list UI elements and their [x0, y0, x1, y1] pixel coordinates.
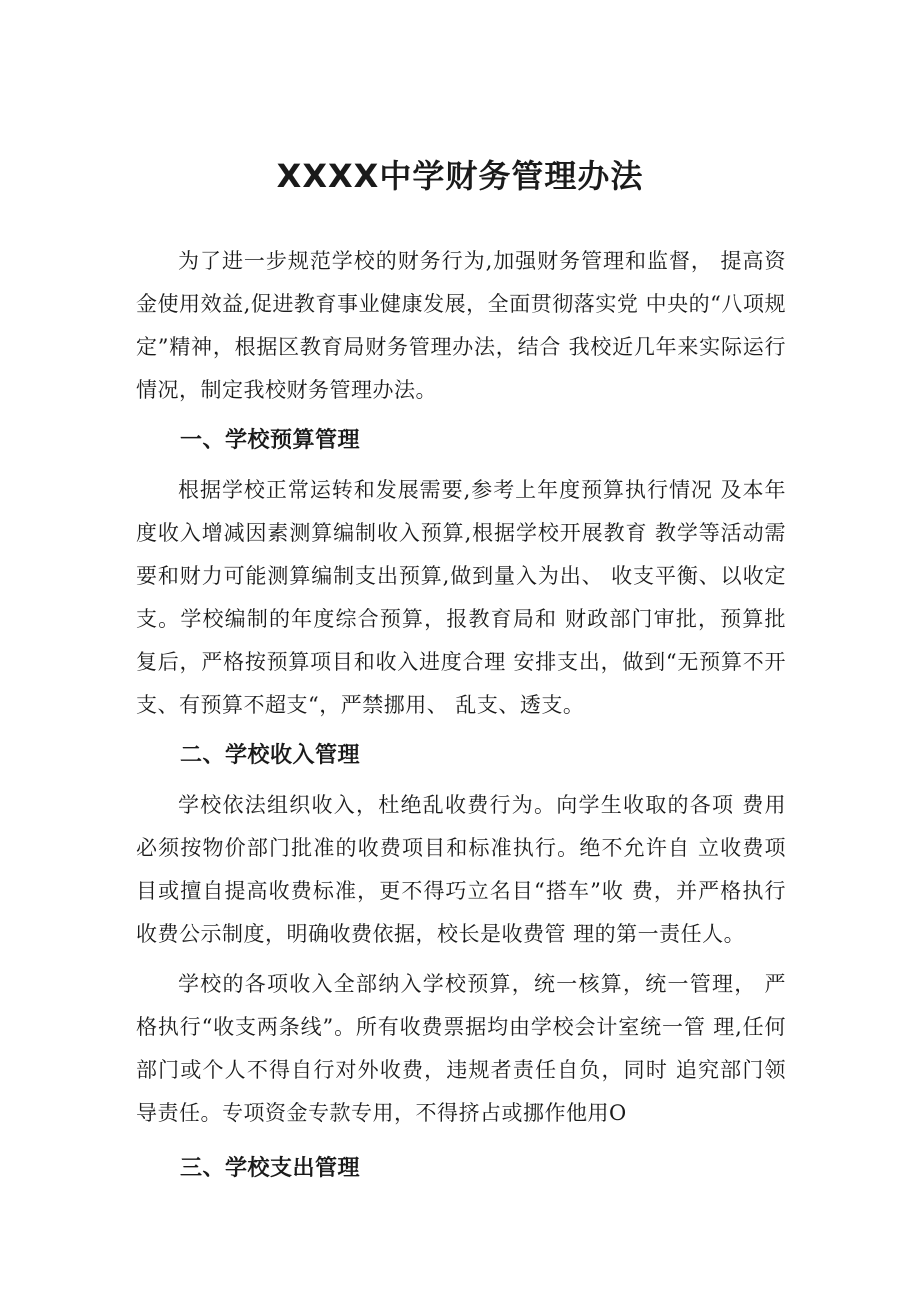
document-body: [136, 240, 786, 1190]
section-heading-budget: 一、学校预算管理: [180, 428, 361, 453]
intro-paragraph: 为了进一步规范学校的财务行为,加强财务管理和监督， 提高资金使用效益,促进教育事业健康发展，全面贯彻落实党 中央的“八项规定”精神，根据区教育局财务管理办法，结合 我校近几年来实际运行情况，制定我校财务管理办法。: [136, 249, 786, 402]
section-heading-expense: 三、学校支出管理: [180, 1156, 361, 1181]
budget-paragraph: 根据学校正常运转和发展需要,参考上年度预算执行情况 及本年度收入增减因素测算编制收入预算,根据学校开展教育 教学等活动需要和财力可能测算编制支出预算,做到量入为出、 收支平衡、以收定支。学校编制的年度综合预算，报教育局和 财政部门审批，预算批复后，严格按预算项目和收入进度合理 安排支出，做到“无预算不开支、有预算不超支“，严禁挪用、 乱支、透支。: [136, 478, 786, 717]
income-paragraph-1: 学校依法组织收入，杜绝乱收费行为。向学生收取的各项 费用必须按物价部门批准的收费项目和标准执行。绝不允许自 立收费项目或擅自提高收费标准，更不得巧立名目“搭车”收 费，并严格执行收费公示制度，明确收费依据，校长是收费管 理的第一责任人。: [136, 793, 786, 946]
section-heading-income: 二、学校收入管理: [180, 743, 361, 768]
income-paragraph-2: 学校的各项收入全部纳入学校预算，统一核算，统一管理， 严格执行“收支两条线”。所有收费票据均由学校会计室统一管 理,任何部门或个人不得自行对外收费，违规者责任自负，同时 追究部门领导责任。专项资金专款专用，不得挤占或挪作他用O: [136, 972, 786, 1125]
document-title: XXXX中学财务管理办法: [276, 157, 644, 195]
